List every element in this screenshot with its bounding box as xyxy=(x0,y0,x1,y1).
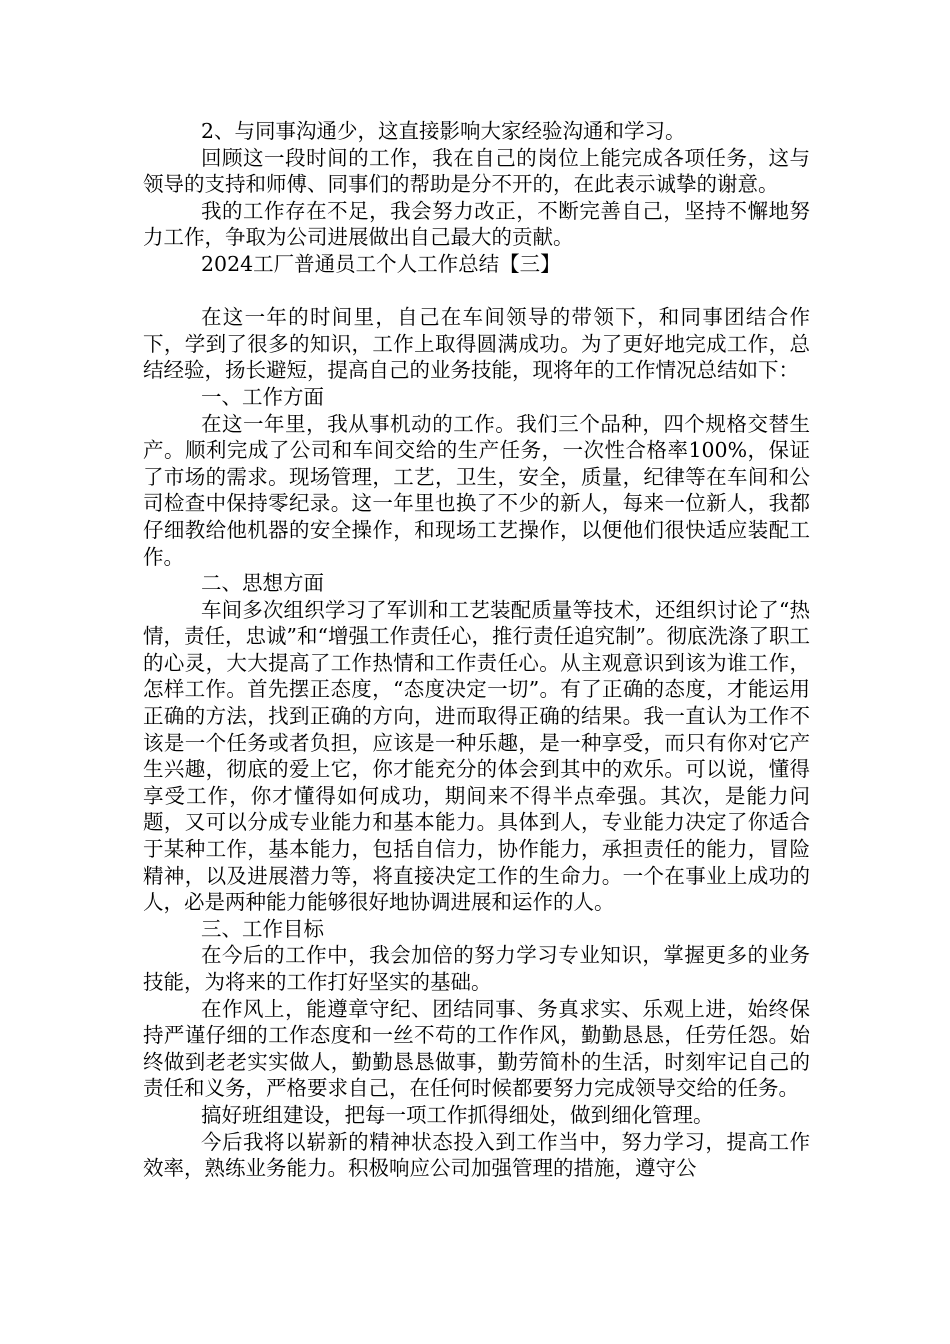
paragraph: 我的工作存在不足，我会努力改正，不断完善自己，坚持不懈地努力工作，争取为公司进展做出自己最大的贡献。 xyxy=(143,198,810,250)
paragraph: 在这一年的时间里，自己在车间领导的带领下，和同事团结合作下，学到了很多的知识，工作上取得圆满成功。为了更好地完成工作，总结经验，扬长避短，提高自己的业务技能，现将年的工作情况总结如下： xyxy=(143,305,810,383)
paragraph: 回顾这一段时间的工作，我在自己的岗位上能完成各项任务，这与领导的支持和师傅、同事们的帮助是分不开的，在此表示诚挚的谢意。 xyxy=(143,145,810,197)
paragraph: 今后我将以崭新的精神状态投入到工作当中，努力学习，提高工作效率，熟练业务能力。积极响应公司加强管理的措施，遵守公 xyxy=(143,1129,810,1181)
paragraph: 在作风上，能遵章守纪、团结同事、务真求实、乐观上进，始终保持严谨仔细的工作态度和一丝不苟的工作作风，勤勤恳恳，任劳任怨。始终做到老老实实做人，勤勤恳恳做事，勤劳简朴的生活，时刻牢记自己的责任和义务，严格要求自己，在任何时候都要努力完成领导交给的任务。 xyxy=(143,996,810,1101)
section-title: 2024工厂普通员工个人工作总结【三】 xyxy=(201,251,561,276)
paragraph: 搞好班组建设，把每一项工作抓得细处，做到细化管理。 xyxy=(201,1102,714,1127)
paragraph: 在今后的工作中，我会加倍的努力学习专业知识，掌握更多的业务技能，为将来的工作打好坚实的基础。 xyxy=(143,943,810,994)
paragraph: 2、与同事沟通少，这直接影响大家经验沟通和学习。 xyxy=(201,119,686,143)
blank-line xyxy=(143,278,810,305)
document-page xyxy=(143,118,810,1182)
paragraph: 车间多次组织学习了军训和工艺装配质量等技术，还组织讨论了“热情，责任，忠诚”和“增强工作责任心，推行责任追究制”。彻底洗涤了职工的心灵，大大提高了工作热情和工作责任心。从主观意识到该为谁工作，怎样工作。首先摆正态度，“态度决定一切”。有了正确的态度，才能运用正确的方法，找到正确的方向，进而取得正确的结果。我一直认为工作不该是一个任务或者负担，应该是一种乐趣，是一种享受，而只有你对它产生兴趣，彻底的爱上它，你才能充分的体会到其中的欢乐。可以说，懂得享受工作，你才懂得如何成功，期间来不得半点牵强。其次，是能力问题，又可以分成专业能力和基本能力。具体到人，专业能力决定了你适合于某种工作，基本能力，包括自信力，协作能力，承担责任的能力，冒险精神，以及进展潜力等，将直接决定工作的生命力。一个在事业上成功的人，必是两种能力能够很好地协调进展和运作的人。 xyxy=(143,597,810,915)
subheading: 二、思想方面 xyxy=(201,571,324,596)
paragraph: 在这一年里，我从事机动的工作。我们三个品种，四个规格交替生产。顺利完成了公司和车间交给的生产任务，一次性合格率100%，保证了市场的需求。现场管理，工艺，卫生，安全，质量，纪律等在车间和公司检查中保持零纪录。这一年里也换了不少的新人，每来一位新人，我都仔细教给他机器的安全操作，和现场工艺操作，以便他们很快适应装配工作。 xyxy=(143,411,810,569)
subheading: 一、工作方面 xyxy=(201,384,324,409)
subheading: 三、工作目标 xyxy=(201,916,324,941)
